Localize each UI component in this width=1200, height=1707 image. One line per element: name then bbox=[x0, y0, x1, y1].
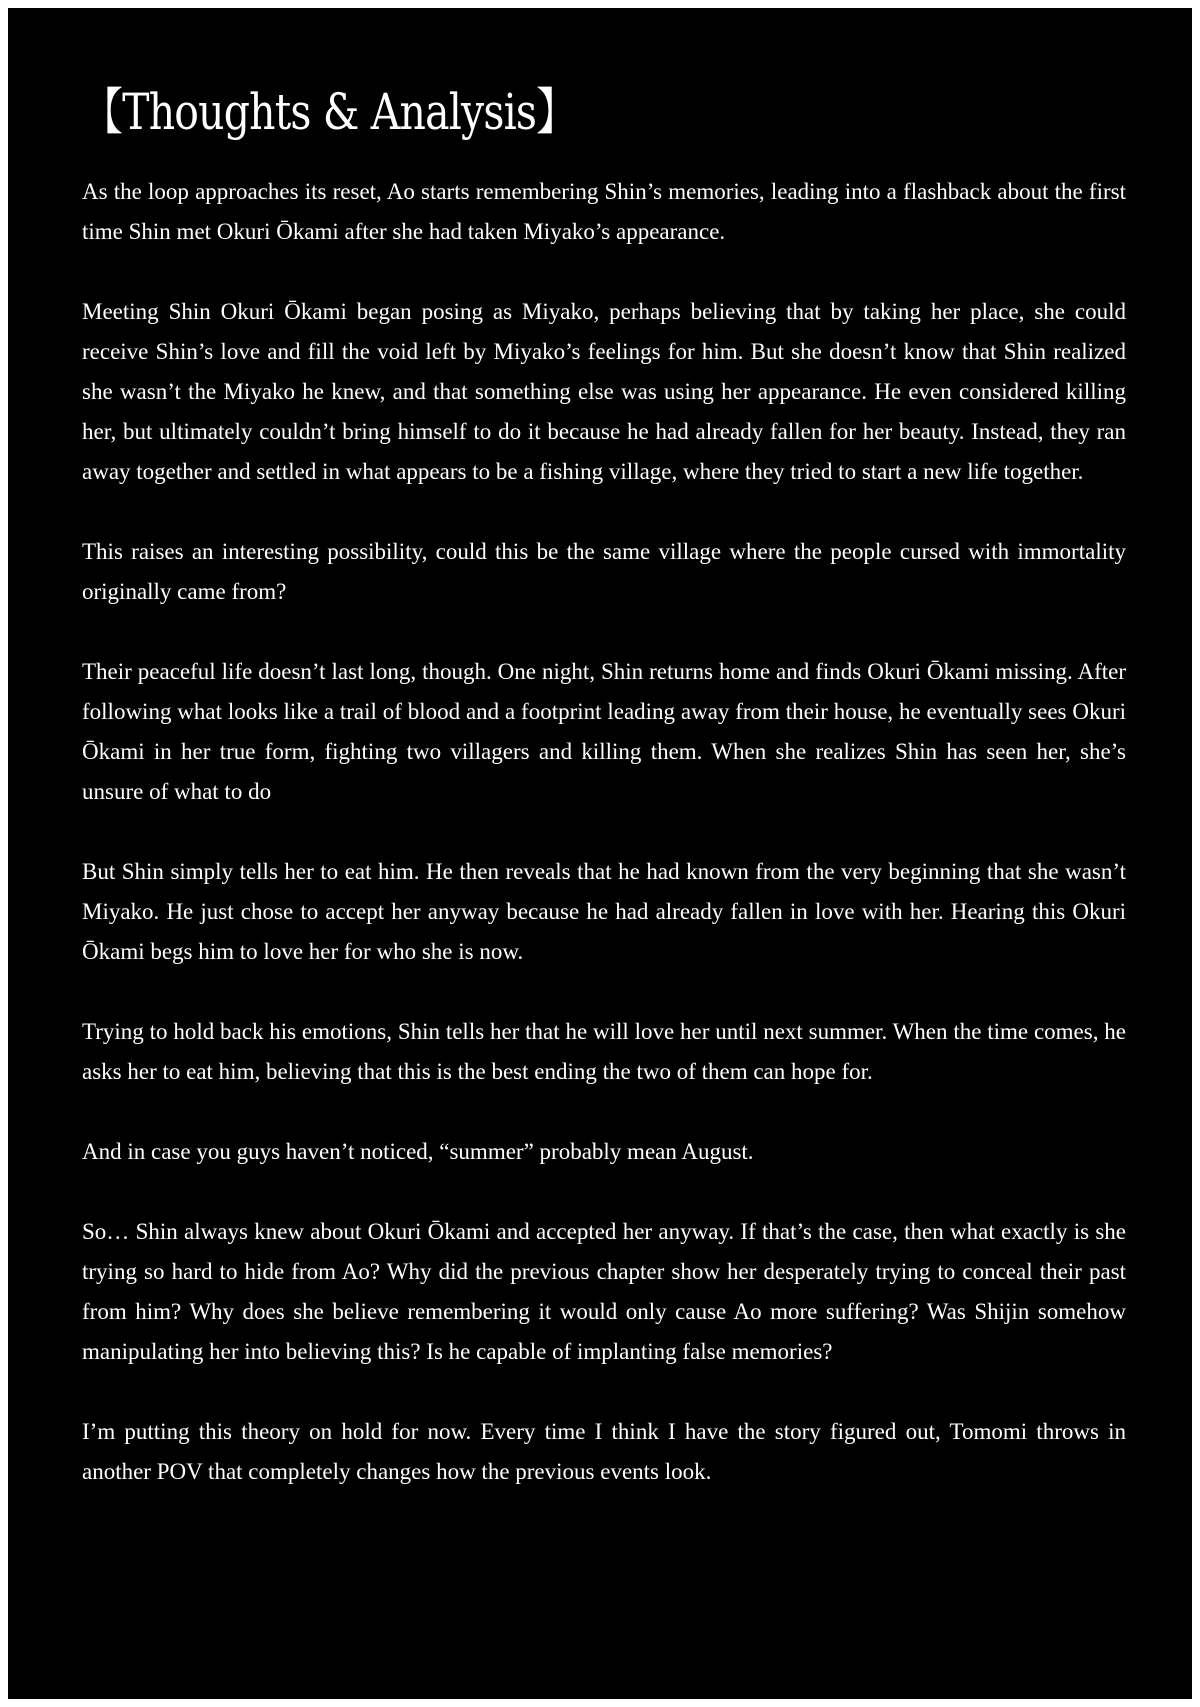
page-title: 【Thoughts & Analysis】 bbox=[82, 83, 577, 141]
paragraph-meeting: Meeting Shin Okuri Ōkami began posing as Miyako, perhaps believing that by taking her place, she could receive Shin’s love and fill the void left by Miyako’s feelings for him. But she doesn’t know that Shin realized she wasn’t the Miyako he knew, and that something else was using her appearance. He even considered killing her, but ultimately couldn’t bring himself to do it because he had already fallen for her beauty. Instead, they ran away together and settled in what appears to be a fishing village, where they tried to start a new life together. bbox=[82, 299, 1126, 484]
paragraph-peaceful-life: Their peaceful life doesn’t last long, though. One night, Shin returns home and finds Okuri Ōkami missing. After following what looks like a trail of blood and a footprint leading away from their house, he eventually sees Okuri Ōkami in her true form, fighting two villagers and killing them. When she realizes Shin has seen her, she’s unsure of what to do bbox=[82, 659, 1126, 804]
paragraph-conclusion: I’m putting this theory on hold for now. Every time I think I have the story figured out, Tomomi throws in another POV that completely changes how the previous events look. bbox=[82, 1419, 1126, 1484]
paragraph-august: And in case you guys haven’t noticed, “summer” probably mean August. bbox=[82, 1139, 754, 1164]
paragraph-summer-promise: Trying to hold back his emotions, Shin tells her that he will love her until next summer. When the time comes, he asks her to eat him, believing that this is the best ending the two of them can hope for. bbox=[82, 1019, 1126, 1084]
article bbox=[82, 80, 1126, 1532]
paragraph-eat-him: But Shin simply tells her to eat him. He then reveals that he had known from the very beginning that she wasn’t Miyako. He just chose to accept her anyway because he had already fallen in love with her. Hearing this Okuri Ōkami begs him to love her for who she is now. bbox=[82, 859, 1126, 964]
paragraph-village: This raises an interesting possibility, could this be the same village where the people cursed with immortality originally came from? bbox=[82, 539, 1126, 604]
page-background bbox=[8, 8, 1192, 1699]
paragraph-questions: So… Shin always knew about Okuri Ōkami and accepted her anyway. If that’s the case, then what exactly is she trying so hard to hide from Ao? Why did the previous chapter show her desperately trying to conceal their past from him? Why does she believe remembering it would only cause Ao more suffering? Was Shijin somehow manipulating her into believing this? Is he capable of implanting false memories? bbox=[82, 1219, 1126, 1364]
article-body bbox=[82, 172, 1126, 1492]
paragraph-intro: As the loop approaches its reset, Ao starts remembering Shin’s memories, leading into a flashback about the first time Shin met Okuri Ōkami after she had taken Miyako’s appearance. bbox=[82, 179, 1126, 244]
